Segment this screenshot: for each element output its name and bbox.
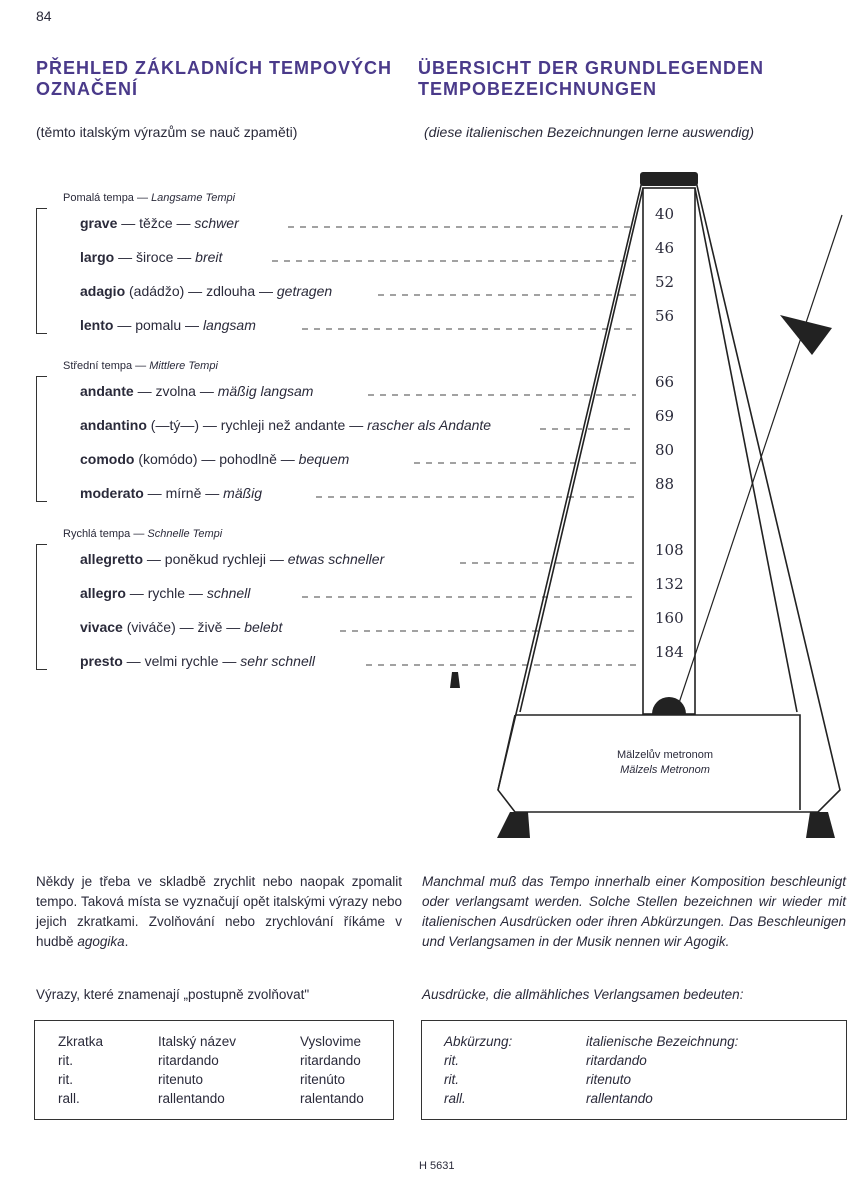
table-cell: rit.	[58, 1053, 73, 1068]
table-cell: ritardando	[158, 1053, 219, 1068]
page-number: 84	[36, 8, 52, 24]
tempo-row	[80, 214, 239, 232]
tempo-term: moderato	[80, 485, 144, 501]
heading-de: ÜBERSICHT DER GRUNDLEGENDEN TEMPOBEZEICHNUNGEN	[418, 58, 765, 99]
tempo-meaning-cz: rychleji než andante	[220, 417, 346, 433]
tempo-meaning-de: belebt	[244, 619, 283, 635]
row-separator: —	[172, 215, 195, 231]
ritardando-intro-de: Ausdrücke, die allmähliches Verlangsamen bedeuten:	[422, 987, 744, 1002]
group-bracket	[36, 544, 47, 670]
table-cell: ritenúto	[300, 1072, 346, 1087]
tempo-term: grave	[80, 215, 118, 231]
tempo-meaning-cz: živě	[197, 619, 223, 635]
row-separator: —	[197, 451, 220, 467]
tempo-meaning-cz: pomalu	[135, 317, 182, 333]
row-separator: —	[185, 585, 207, 601]
table-row	[58, 1091, 390, 1110]
row-separator: —	[276, 451, 299, 467]
row-separator: —	[113, 317, 136, 333]
tempo-row	[80, 618, 282, 636]
table-cell: rallentando	[586, 1091, 653, 1106]
row-separator: —	[125, 585, 148, 601]
metronome-marking: 80	[655, 441, 675, 459]
group-label-cz: Rychlá tempa	[63, 528, 131, 540]
group-separator: —	[133, 192, 152, 204]
group-bracket	[36, 208, 47, 334]
table-cell: ritardando	[300, 1053, 361, 1068]
metronome-marking: 66	[655, 373, 675, 391]
metronome-caption-cz: Mälzelův metronom	[617, 749, 713, 761]
row-separator: —	[143, 485, 166, 501]
tempo-row	[80, 248, 222, 266]
agogics-term-cz: agogika	[77, 934, 125, 949]
tempo-row	[80, 484, 262, 502]
tempo-pronunciation: (adádžo)	[129, 283, 185, 299]
table-cell: ritardando	[586, 1053, 647, 1068]
tempo-term: allegro	[80, 585, 126, 601]
table-cell: ritenuto	[586, 1072, 632, 1087]
tempo-meaning-cz: zvolna	[155, 383, 196, 399]
table-row	[58, 1072, 390, 1091]
tempo-term: allegretto	[80, 551, 144, 567]
footer-code: H 5631	[419, 1160, 455, 1172]
tempo-group-heading	[63, 528, 222, 540]
table-cell: Vyslovime	[300, 1034, 362, 1049]
metronome-marking: 56	[655, 307, 675, 325]
metronome-caption	[590, 748, 740, 778]
tempo-meaning-de: mäßig langsam	[217, 383, 314, 399]
tempo-meaning-cz: široce	[136, 249, 174, 265]
row-separator: —	[114, 249, 137, 265]
table-cell: ritenuto	[158, 1072, 204, 1087]
table-row	[444, 1091, 806, 1110]
metronome-marking: 184	[655, 643, 684, 661]
tempo-group-heading	[63, 360, 218, 372]
tempo-meaning-de: langsam	[202, 317, 256, 333]
table-cell: Zkratka	[58, 1034, 104, 1049]
metronome-marking: 69	[655, 407, 675, 425]
tempo-row	[80, 652, 315, 670]
table-cell: rit.	[58, 1072, 73, 1087]
tempo-term: largo	[80, 249, 115, 265]
heading-cz: PŘEHLED ZÁKLADNÍCH TEMPOVÝCH OZNAČENÍ	[36, 58, 393, 99]
ritardando-intro-cz: Výrazy, které znamenají „postupně zvolňovat"	[36, 987, 310, 1002]
tempo-term: adagio	[80, 283, 126, 299]
tempo-term: comodo	[80, 451, 135, 467]
row-separator: —	[218, 653, 241, 669]
row-separator: —	[133, 383, 156, 399]
metronome-marking: 46	[655, 239, 675, 257]
table-cell: ralentando	[300, 1091, 364, 1106]
metronome-marking: 108	[655, 541, 684, 559]
tempo-meaning-de: bequem	[298, 451, 350, 467]
row-separator: —	[173, 249, 196, 265]
tempo-row	[80, 316, 256, 334]
metronome-marking: 160	[655, 609, 684, 627]
tempo-pronunciation: (—tý—)	[150, 417, 199, 433]
tempo-term: andantino	[80, 417, 147, 433]
table-cell: rit.	[444, 1053, 459, 1068]
row-separator: —	[181, 317, 203, 333]
metronome-marking: 40	[655, 205, 675, 223]
metronome-marking: 132	[655, 575, 684, 593]
tempo-row	[80, 550, 384, 568]
row-separator: —	[195, 383, 218, 399]
group-label-de: Schnelle Tempi	[147, 528, 223, 540]
group-label-de: Langsame Tempi	[151, 192, 236, 204]
tempo-pronunciation: (komódo)	[138, 451, 198, 467]
tempo-meaning-de: schwer	[194, 215, 239, 231]
table-cell: rall.	[444, 1091, 466, 1106]
subtitle-cz: (těmto italským výrazům se nauč zpaměti)	[36, 124, 298, 140]
agogics-text-cz: Někdy je třeba ve skladbě zrychlit nebo naopak zpomalit tempo. Taková místa se vyznačují opět italskými výrazy nebo jejich zkratkami. Zvolňování nebo zrychlování říkáme v hudbě	[36, 874, 402, 949]
table-row	[444, 1053, 806, 1072]
tempo-row	[80, 450, 349, 468]
group-label-cz: Střední tempa	[63, 360, 133, 372]
table-cell: italienische Bezeichnung:	[586, 1034, 739, 1049]
tempo-meaning-cz: těžce	[139, 215, 173, 231]
agogics-paragraph-de: Manchmal muß das Tempo innerhalb einer Komposition beschleunigt oder verlangsamt werden. Solche Stellen bezeichnen wir wieder mit italienischen Ausdrücken oder ihren Abkürzungen. Das Beschleunigen und Verlangsamen in der Musik nennen wir Agogik.	[422, 874, 846, 949]
tempo-meaning-cz: mírně	[165, 485, 202, 501]
table-cell: rit.	[444, 1072, 459, 1087]
group-separator: —	[130, 528, 148, 540]
tempo-meaning-cz: poněkud rychleji	[164, 551, 266, 567]
tempo-row	[80, 416, 491, 434]
agogics-paragraph-cz: Někdy je třeba ve skladbě zrychlit nebo naopak zpomalit tempo. Taková místa se vyznačují opět italskými výrazy nebo jejich zkratkami. Zvolňování nebo zrychlování říkáme v hudbě agogika.	[36, 874, 402, 949]
tempo-meaning-cz: rychle	[147, 585, 186, 601]
row-separator: —	[222, 619, 245, 635]
row-separator: —	[255, 283, 277, 299]
tempo-term: presto	[80, 653, 123, 669]
row-separator: —	[184, 283, 207, 299]
tempo-meaning-de: getragen	[276, 283, 333, 299]
table-cell: Italský název	[158, 1034, 237, 1049]
metronome-caption-de: Mälzels Metronom	[620, 764, 710, 776]
row-separator: —	[143, 551, 165, 567]
table-cell: rall.	[58, 1091, 80, 1106]
group-label-cz: Pomalá tempa	[63, 192, 134, 204]
row-separator: —	[265, 551, 288, 567]
ritardando-table-cz	[34, 1020, 394, 1120]
ritardando-table-de	[421, 1020, 847, 1120]
table-row	[58, 1034, 390, 1053]
subtitle-de: (diese italienischen Bezeichnungen lerne auswendig)	[424, 124, 754, 140]
tempo-meaning-cz: zdlouha	[206, 283, 256, 299]
table-cell: rallentando	[158, 1091, 225, 1106]
row-separator: —	[122, 653, 145, 669]
tempo-row	[80, 382, 313, 400]
tempo-meaning-de: rascher als Andante	[367, 417, 492, 433]
row-separator: —	[201, 485, 224, 501]
row-separator: —	[345, 417, 368, 433]
table-cell: Abkürzung:	[444, 1034, 513, 1049]
tempo-term: lento	[80, 317, 114, 333]
row-separator: —	[199, 417, 221, 433]
tempo-meaning-de: sehr schnell	[240, 653, 315, 669]
tempo-meaning-cz: pohodlně	[219, 451, 277, 467]
group-label-de: Mittlere Tempi	[149, 360, 218, 372]
group-bracket	[36, 376, 47, 502]
metronome-marking: 52	[655, 273, 675, 291]
tempo-meaning-de: etwas schneller	[287, 551, 385, 567]
metronome-marking: 88	[655, 475, 675, 493]
tempo-row	[80, 584, 250, 602]
tempo-term: vivace	[80, 619, 123, 635]
table-row	[444, 1034, 806, 1053]
tempo-term: andante	[80, 383, 134, 399]
table-row	[58, 1053, 390, 1072]
tempo-row	[80, 282, 332, 300]
row-separator: —	[175, 619, 198, 635]
row-separator: —	[117, 215, 140, 231]
tempo-meaning-de: mäßig	[223, 485, 263, 501]
tempo-meaning-cz: velmi rychle	[144, 653, 219, 669]
tempo-pronunciation: (viváče)	[126, 619, 176, 635]
table-row	[444, 1072, 806, 1091]
tempo-group-heading	[63, 192, 235, 204]
group-separator: —	[132, 360, 150, 372]
tempo-meaning-de: breit	[195, 249, 223, 265]
tempo-meaning-de: schnell	[206, 585, 251, 601]
